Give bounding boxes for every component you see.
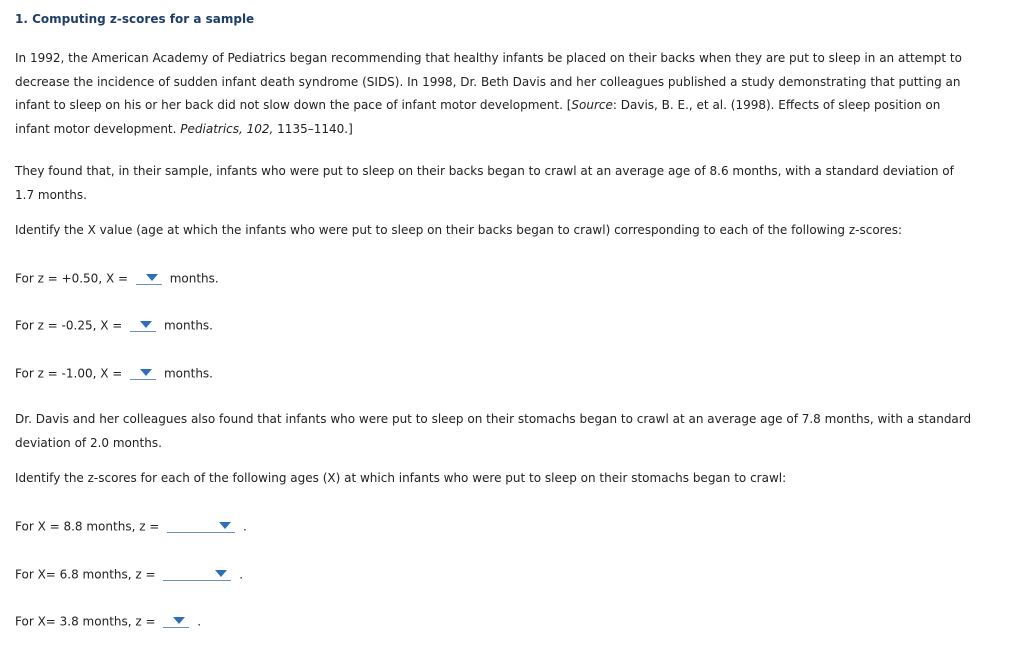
- caret-down-icon: [173, 617, 185, 624]
- z-row-3-suffix: .: [197, 614, 202, 629]
- intro-text-1: In 1992, the American Academy of Pediatrics began recommending that healthy infants be placed on their backs when they are put to sleep in an attempt to decrease the incidence of sudden infant death syndrome (SIDS). In 1998, Dr. Beth Davis and her colleagues published a study demonstrating that putting an infant to sleep on his or her back did not slow down the pace of infant motor development. [: [15, 51, 962, 112]
- x-answer-3-dropdown[interactable]: [130, 367, 156, 380]
- source-label: Source: [571, 98, 613, 112]
- x-answer-1-dropdown[interactable]: [136, 272, 162, 285]
- z-answer-1-dropdown[interactable]: [167, 520, 235, 533]
- back-instruction-paragraph: Identify the X value (age at which the infants who were put to sleep on their backs began to crawl) corresponding to each of the following z-scores:: [15, 223, 903, 237]
- z-answer-3-dropdown[interactable]: [163, 615, 189, 628]
- x-row-3-suffix: months.: [163, 366, 213, 381]
- caret-down-icon: [219, 522, 231, 529]
- x-row-2-prefix: For z = -0.25, X =: [15, 318, 123, 333]
- caret-down-icon: [146, 274, 158, 281]
- x-row-2: [15, 317, 213, 333]
- z-row-2-prefix: For X= 6.8 months, z =: [15, 567, 156, 582]
- back-finding-paragraph: They found that, in their sample, infants who were put to sleep on their backs began to crawl at an average age of 8.6 months, with a standard deviation of 1.7 months.: [15, 164, 954, 202]
- stomach-instruction-paragraph: Identify the z-scores for each of the following ages (X) at which infants who were put to sleep on their stomachs began to crawl:: [15, 471, 787, 485]
- x-row-2-suffix: months.: [163, 318, 213, 333]
- z-row-2-suffix: .: [239, 567, 244, 582]
- z-row-2: [15, 566, 243, 582]
- z-row-3-prefix: For X= 3.8 months, z =: [15, 614, 156, 629]
- x-row-3: [15, 365, 213, 381]
- intro-paragraph: [15, 47, 975, 141]
- x-answer-2-dropdown[interactable]: [130, 319, 156, 332]
- z-answer-2-dropdown[interactable]: [163, 568, 231, 581]
- journal-name: Pediatrics, 102,: [180, 121, 274, 136]
- stomach-finding-paragraph: Dr. Davis and her colleagues also found that infants who were put to sleep on their stomachs began to crawl at an average age of 7.8 months, with a standard deviation of 2.0 months.: [15, 412, 972, 450]
- x-row-1: [15, 270, 219, 286]
- intro-text-3: 1135–1140.]: [273, 121, 353, 136]
- question-title: 1. Computing z-scores for a sample: [15, 12, 255, 26]
- caret-down-icon: [140, 321, 152, 328]
- caret-down-icon: [140, 369, 152, 376]
- z-row-3: [15, 613, 201, 629]
- z-row-1-suffix: .: [243, 519, 247, 534]
- x-row-1-prefix: For z = +0.50, X =: [15, 271, 129, 286]
- z-row-1: [15, 518, 247, 534]
- x-row-3-prefix: For z = -1.00, X =: [15, 366, 123, 381]
- z-row-1-prefix: For X = 8.8 months, z =: [15, 519, 160, 534]
- x-row-1-suffix: months.: [169, 271, 219, 286]
- caret-down-icon: [215, 570, 227, 577]
- intro-text-2: : Davis, B. E., et al. (1998). Effects of sleep position on infant motor development.: [15, 98, 941, 136]
